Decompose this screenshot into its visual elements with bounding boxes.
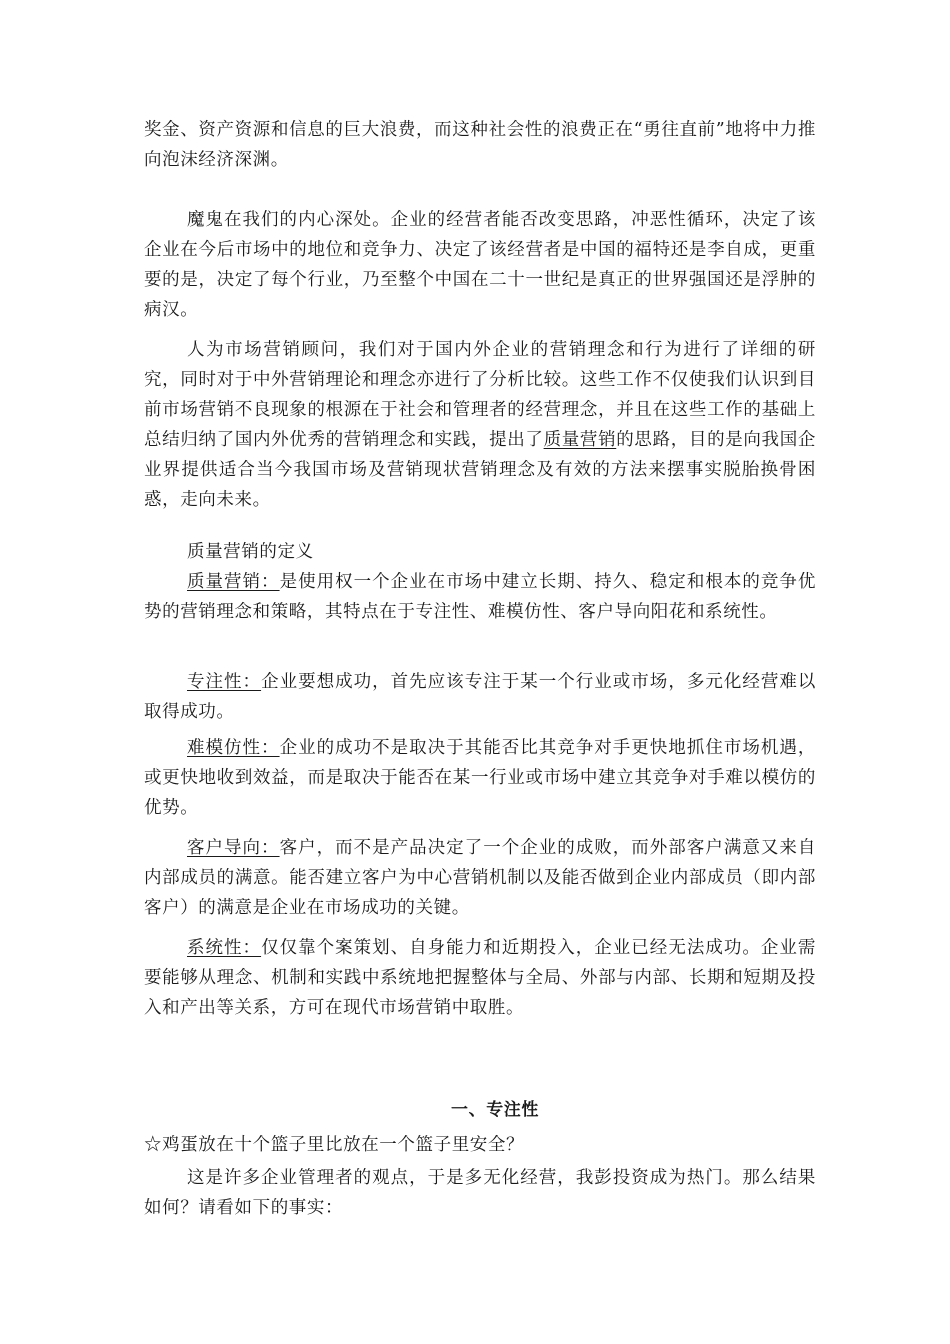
consultant-text-b: 的思路，目的是向我国企业界提供适合当今我国市场及营销现状营销理念及有效的方法来摆事实脱胎换骨困惑，走向未来。 xyxy=(144,430,816,510)
paragraph-demon: 魔鬼在我们的内心深处。企业的经营者能否改变思路，冲恶性循环，决定了该企业在今后市场中的地位和竞争力、决定了该经营者是中国的福特还是李自成，更重要的是，决定了每个行业，乃至整个中国在二十一世纪是真正的世界强国还是浮肿的病汉。 xyxy=(144,210,816,320)
section-heading: 一、专注性 xyxy=(451,1100,539,1120)
definition-text: 客户，而不是产品决定了一个企业的成败，而外部客户满意又来自内部成员的满意。能否建立客户为中心营销机制以及能否做到企业内部成员（即内部客户）的满意是企业在市场成功的关键。 xyxy=(144,838,816,918)
definition-text: 企业要想成功，首先应该专注于某一个行业或市场，多元化经营难以取得成功。 xyxy=(144,672,817,722)
definition-title: 质量营销的定义 xyxy=(187,542,314,562)
definition-term: 质量营销： xyxy=(187,572,280,592)
question-line: ☆鸡蛋放在十个篮子里比放在一个篮子里安全？ xyxy=(144,1135,525,1155)
definition-customer-orientation xyxy=(144,833,816,923)
definition-text: 是使用权一个企业在市场中建立长期、持久、稳定和根本的竞争优势的营销理念和策略，其特点在于专注性、难模仿性、客户导向阳花和系统性。 xyxy=(144,572,816,622)
definition-term: 系统性： xyxy=(187,938,262,958)
definition-term: 难模仿性： xyxy=(187,738,280,758)
paragraph-consultant xyxy=(144,335,816,515)
definition-focus xyxy=(144,667,816,727)
definition-term: 专注性： xyxy=(187,672,262,692)
consultant-text-a: 人为市场营销顾问，我们对于国内外企业的营销理念和行为进行了详细的研究，同时对于中外营销理论和理念亦进行了分析比较。这些工作不仅使我们认识到目前市场营销不良现象的根源在于社会和管理者的经营理念，并且在这些工作的基础上总结归纳了国内外优秀的营销理念和实践，提出了 xyxy=(144,340,816,450)
quality-marketing-link[interactable]: 质量营销 xyxy=(543,430,617,450)
paragraph-view: 这是许多企业管理者的观点，于是多无化经营，我彭投资成为热门。那么结果如何？请看如下的事实： xyxy=(144,1168,816,1218)
definition-text: 仅仅靠个案策划、自身能力和近期投入，企业已经无法成功。企业需要能够从理念、机制和实践中系统地把握整体与全局、外部与内部、长期和短期及投入和产出等关系，方可在现代市场营销中取胜。 xyxy=(144,938,817,1018)
definition-text: 企业的成功不是取决于其能否比其竞争对手更快地抓住市场机遇，或更快地收到效益，而是取决于能否在某一行业或市场中建立其竞争对手难以模仿的优势。 xyxy=(144,738,816,818)
paragraph-intro-end: 奖金、资产资源和信息的巨大浪费，而这种社会性的浪费正在“勇往直前”地将中力推向泡沫经济深渊。 xyxy=(144,120,816,170)
definition-term: 客户导向： xyxy=(187,838,280,858)
definition-systematic xyxy=(144,933,816,1023)
definition-inimitability xyxy=(144,733,816,823)
definition-quality-marketing xyxy=(144,567,816,627)
